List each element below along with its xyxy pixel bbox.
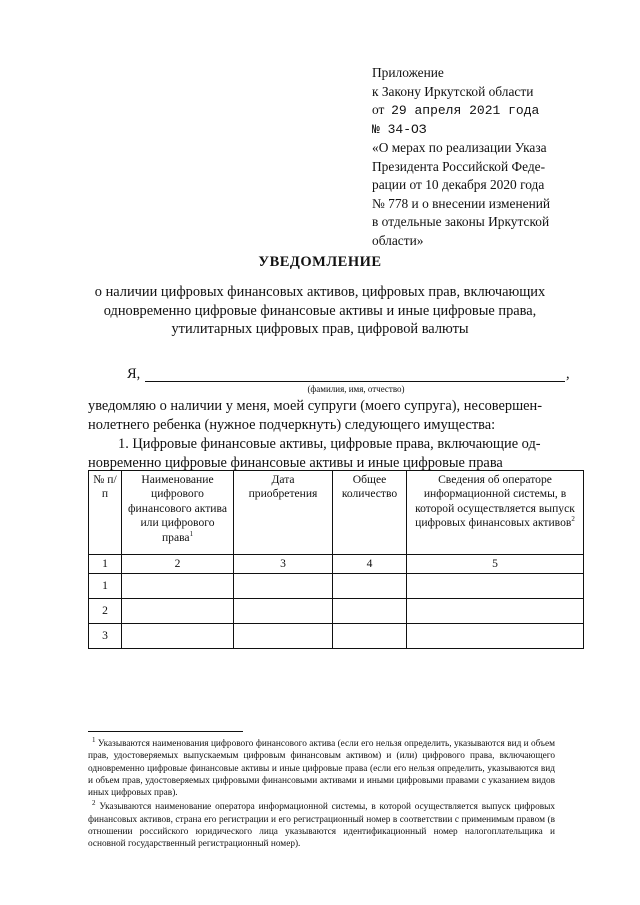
- appendix-label: Приложение: [372, 65, 444, 80]
- section-title-line: новременно цифровые финансовые активы и иные цифровые права: [88, 455, 503, 471]
- table-cell[interactable]: [333, 624, 407, 649]
- body-text: [88, 397, 568, 473]
- table-cell[interactable]: [234, 624, 333, 649]
- law-title-line: «О мерах по реализации Указа: [372, 140, 547, 155]
- row-number: 1: [89, 574, 122, 599]
- footnote-text: Указываются наименование оператора информационной системы, в которой осуществляется выпуск цифровых финансовых активов, страна его регистрации и его регистрационный номер в соответствии с применимым правом (в отношении российского юридического лица указываются идентификационный номер налогоплательщика и основной государственный регистрационный номер).: [88, 802, 555, 850]
- law-title-line: в отдельные законы Иркутской: [372, 214, 550, 229]
- table-cell[interactable]: [122, 574, 234, 599]
- declarant-prefix: Я,: [127, 366, 141, 382]
- column-number: 2: [122, 555, 234, 574]
- appendix-number: № 34-ОЗ: [372, 121, 427, 137]
- section-title-line: 1. Цифровые финансовые активы, цифровые права, включающие од-: [118, 436, 541, 452]
- declarant-suffix: ,: [566, 366, 570, 382]
- footnote-ref: 2: [571, 515, 575, 524]
- footnote-2: [88, 801, 555, 850]
- footnote-separator: [88, 731, 243, 732]
- table-cell[interactable]: [234, 574, 333, 599]
- table-cell[interactable]: [333, 574, 407, 599]
- document-heading: УВЕДОМЛЕНИЕ: [258, 254, 382, 270]
- table-cell[interactable]: [407, 599, 584, 624]
- header-asset-name: Наименование цифрового финансового актива или цифрового права$^1$: [122, 471, 234, 555]
- header-operator-info: Сведения об операторе информационной системы, в которой осуществляется выпуск цифровых финансовых активов$^2$: [407, 471, 584, 555]
- body-line: уведомляю о наличии у меня, моей супруги (моего супруга), несовершен-: [88, 398, 543, 414]
- row-number: 2: [89, 599, 122, 624]
- header-total-quantity: Общее количество: [333, 471, 407, 555]
- column-number: 3: [234, 555, 333, 574]
- subheading-line: о наличии цифровых финансовых активов, цифровых прав, включающих: [94, 284, 546, 300]
- header-number: № п/п: [89, 471, 122, 555]
- column-number: 5: [407, 555, 584, 574]
- table-row: [89, 574, 584, 599]
- appendix-date: 29 апреля 2021 года: [391, 103, 540, 118]
- table-header-row: [89, 471, 584, 555]
- header-acquisition-date: Дата приобретения: [234, 471, 333, 555]
- subheading-line: одновременно цифровые финансовые активы и иные цифровые права,: [103, 302, 537, 319]
- footnote-text: Указываются наименования цифрового финансового актива (если его нельзя определить, указываются вид и объем прав, удостоверяемых выпускаемым цифровым финансовым активом) и (или) цифрового права, включающего одновременно цифровые финансовые активы и иные цифровые права (если его нельзя определить, указываются вид и объем прав, удостоверяемых цифровыми финансовыми активами и иными цифровыми правами с указанием видов иных цифровых прав).: [88, 739, 555, 799]
- footnote-mark: 2: [92, 799, 96, 808]
- table-row: [89, 624, 584, 649]
- row-number: 3: [89, 624, 122, 649]
- column-number: 1: [89, 555, 122, 574]
- body-line: нолетнего ребенка (нужное подчеркнуть) следующего имущества:: [88, 417, 496, 433]
- table-cell[interactable]: [333, 599, 407, 624]
- appendix-date-line: [372, 101, 550, 121]
- footnote-1: [88, 735, 555, 799]
- column-number: 4: [333, 555, 407, 574]
- table-cell[interactable]: [234, 599, 333, 624]
- table-cell[interactable]: [122, 624, 234, 649]
- appendix-law-region: к Закону Иркутской области: [372, 83, 534, 99]
- column-number-row: [89, 555, 584, 574]
- subheading-line: утилитарных цифровых прав, цифровой валюты: [171, 321, 469, 337]
- law-title-line: области»: [372, 232, 424, 248]
- footnotes: [88, 735, 555, 853]
- law-title-line: рации от 10 декабря 2020 года: [372, 177, 545, 192]
- footnote-ref: 1: [189, 529, 194, 538]
- table-cell[interactable]: [122, 599, 234, 624]
- document-subheading: [0, 283, 640, 339]
- assets-table: [88, 470, 584, 649]
- declarant-name-field[interactable]: [145, 381, 565, 382]
- footnote-mark: 1: [92, 735, 96, 744]
- law-title-line: Президента Российской Феде-: [372, 158, 546, 174]
- declarant-name-caption: (фамилия, имя, отчество): [307, 384, 405, 394]
- table-row: [89, 599, 584, 624]
- table-cell[interactable]: [407, 624, 584, 649]
- table-cell[interactable]: [407, 574, 584, 599]
- appendix-from-prefix: от: [372, 102, 385, 117]
- appendix-block: [372, 64, 550, 250]
- law-title-line: № 778 и о внесении изменений: [372, 195, 551, 211]
